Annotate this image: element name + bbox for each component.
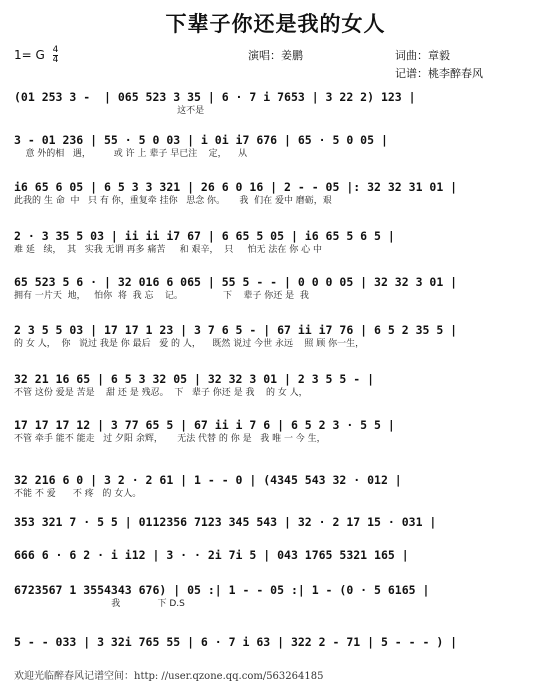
lyric-line: [14, 530, 540, 542]
time-signature: [53, 46, 59, 65]
lyric-line: [14, 650, 540, 662]
lyricist-credit: 词曲：章毅: [395, 49, 450, 62]
notation-line: 32 21 16 65 | 6 5 3 32 05 | 32 32 3 01 | 2 3 5 5 - |: [14, 372, 375, 386]
score-system: [14, 418, 540, 445]
notation-line: 32 216 6 0 | 3 2 · 2 61 | 1 - - 0 | (4345 543 32 · 012 |: [14, 473, 402, 487]
score-system: [14, 372, 540, 399]
lyric-line: 不能 不 爱 不 疼 的 女人。: [14, 489, 142, 499]
singer-credit: 演唱：姜鹏: [248, 49, 303, 62]
time-bottom: 4: [52, 55, 59, 65]
lyric-line: [14, 563, 540, 575]
score-system: [14, 515, 540, 542]
score-system: [14, 229, 540, 256]
notation-line: 65 523 5 6 · | 32 016 6 065 | 55 5 - - | 0 0 0 05 | 32 32 3 01 |: [14, 275, 458, 289]
transcriber-credit: 记谱：桃李醉春风: [395, 67, 483, 80]
notation-line: 2 · 3 35 5 03 | ii ii i7 67 | 6 65 5 05 | i6 65 5 6 5 |: [14, 229, 395, 243]
notation-line: 17 17 17 12 | 3 77 65 5 | 67 ii i 7 6 | 6 5 2 3 · 5 5 |: [14, 418, 395, 432]
notation-line: (01 253 3 - | 065 523 3 35 | 6 · 7 i 7653 | 3 22 2) 123 |: [14, 90, 416, 104]
lyric-line: 不管 牵手 能不 能走 过 夕阳 余辉， 无法 代替 的 你 是 我 唯 一 今 生，: [14, 434, 326, 444]
lyric-line: 此我的 生 命 中 只 有 你，重复牵 挂你 思念 你。 我 们在 爱中 磨砺，艰: [14, 196, 332, 206]
score-system: [14, 473, 540, 500]
notation-line: 666 6 · 6 2 · i i12 | 3 · · 2i 7i 5 | 043 1765 5321 165 |: [14, 548, 409, 562]
notation-line: 3 - 01 236 | 55 · 5 0 03 | i 0i i7 676 | 65 · 5 0 05 |: [14, 133, 388, 147]
lyric-line: 难 延 续， 其 实我 无谓 再多 痛苦 和 艰辛， 只 怕无 法在 你 心 中: [14, 245, 322, 255]
notation-line: 2 3 5 5 03 | 17 17 1 23 | 3 7 6 5 - | 67 ii i7 76 | 6 5 2 35 5 |: [14, 323, 458, 337]
score-system: [14, 180, 540, 207]
score-system: [14, 583, 540, 610]
lyric-line: 的 女 人， 你 说过 我是 你 最后 爱 的 人， 既然 说过 今世 永远 照 顾 你一生，: [14, 339, 365, 349]
lyric-line: 意 外的相 遇， 或 许 上 辈子 早已注 定， 从: [14, 149, 248, 159]
time-top: 4: [52, 45, 59, 55]
score-system: [14, 548, 540, 575]
key-label: 1= G: [14, 48, 45, 62]
notation-line: 5 - - 033 | 3 32i 765 55 | 6 · 7 i 63 | 322 2 - 71 | 5 - - - ) |: [14, 635, 458, 649]
score-system: [14, 90, 540, 117]
score-system: [14, 275, 540, 302]
notation-line: i6 65 6 05 | 6 5 3 3 321 | 26 6 0 16 | 2 - - 05 |: 32 32 31 01 |: [14, 180, 458, 194]
score-system: [14, 635, 540, 662]
lyric-line: 这不是: [14, 106, 205, 116]
lyric-line: 不管 这份 爱是 苦是 甜 还 是 残忍。 下 辈子 你还 是 我 的 女 人，: [14, 388, 308, 398]
score-system: [14, 323, 540, 350]
lyric-line: 拥有 一片天 地， 怕你 将 我 忘 记。 下 辈子 你还 是 我: [14, 291, 309, 301]
footer-credit: 欢迎光临醉春风记谱空间：http: //user.qzone.qq.com/563264185: [14, 671, 324, 682]
song-title: 下辈子你还是我的女人: [165, 11, 386, 36]
lyric-line: 我 下 D.S: [14, 599, 185, 609]
notation-line: 353 321 7 · 5 5 | 0112356 7123 345 543 | 32 · 2 17 15 · 031 |: [14, 515, 437, 529]
score-system: [14, 133, 540, 160]
key-signature: [14, 46, 58, 65]
notation-line: 6723567 1 3554343 676) | 05 :| 1 - - 05 :| 1 - (0 · 5 6165 |: [14, 583, 430, 597]
